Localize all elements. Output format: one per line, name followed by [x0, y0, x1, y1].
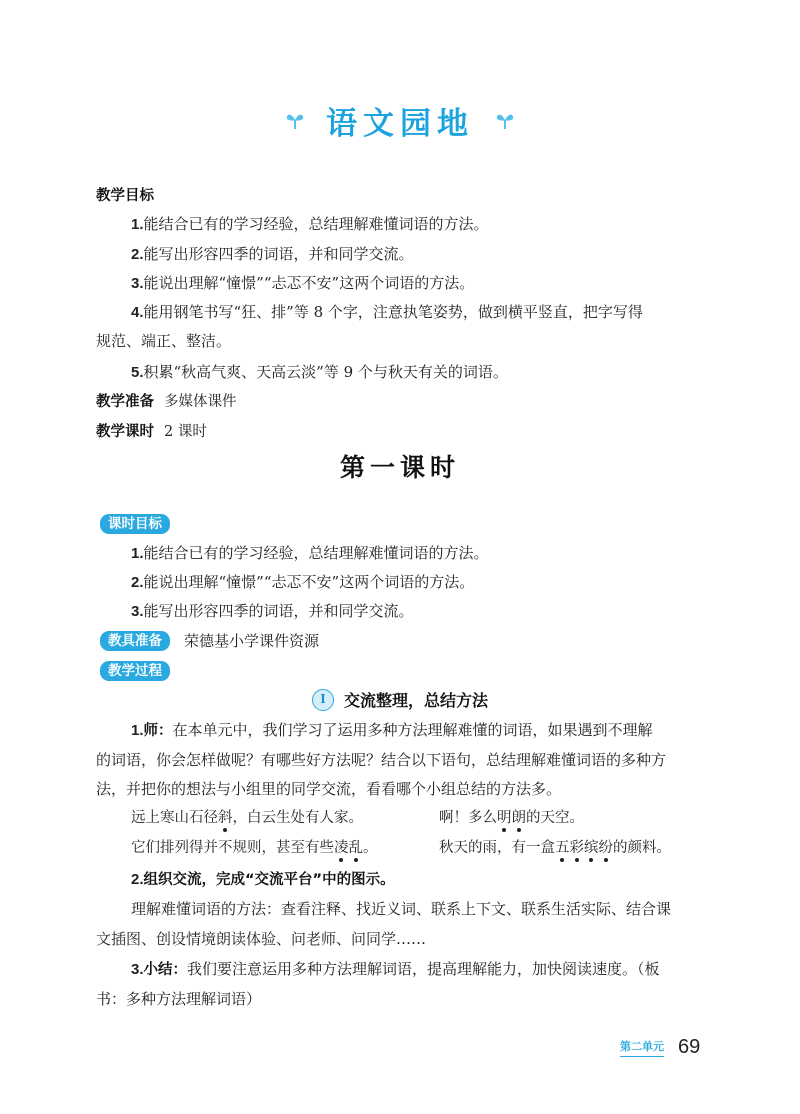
goal-item-5: 5.积累“秋高气爽、天高云淡”等 9 个与秋天有关的词语。: [131, 363, 508, 381]
teaching-hours-label: 教学课时: [96, 424, 154, 440]
goals-heading: 教学目标: [96, 188, 154, 204]
example-sentence-1: 远上寒山石径斜，白云生处有人家。: [131, 810, 363, 826]
paragraph-3-line-2: 书：多种方法理解词语）: [96, 990, 262, 1008]
paragraph-1-line-3: 法，并把你的想法与小组里的同学交流，看看哪个小组总结的方法多。: [96, 780, 562, 798]
section-heading: [0, 688, 800, 711]
tools-row: [100, 631, 319, 651]
section-title: 交流整理，总结方法: [343, 691, 488, 710]
page-title: 语文园地: [326, 105, 474, 142]
paragraph-1-line-2: 的词语，你会怎样做呢？有哪些好方法呢？结合以下语句，总结理解难懂词语的多种方: [96, 751, 667, 769]
goal-item-4: 4.能用钢笔书写“狂、排”等 8 个字，注意执笔姿势，做到横平竖直，把字写得: [131, 303, 643, 321]
example-sentence-2: 啊！多么明朗的天空。: [439, 810, 584, 826]
teaching-prep: [96, 390, 237, 411]
lesson-goals-badge: 课时目标: [100, 513, 170, 534]
goal-item-1: 1.能结合已有的学习经验，总结理解难懂词语的方法。: [131, 215, 489, 233]
paragraph-3-line-1: 3.小结：我们要注意运用多种方法理解词语，提高理解能力，加快阅读速度。（板: [131, 960, 660, 978]
section-number-icon: I: [312, 689, 334, 711]
paragraph-2b-line-2: 文插图、创设情境朗读体验、问老师、问同学……: [96, 930, 427, 948]
leaf-ornament-icon: [282, 110, 308, 130]
paragraph-2b-line-1: 理解难懂词语的方法：查看注释、找近义词、联系上下文、联系生活实际、结合课: [131, 900, 672, 918]
example-sentence-3: 它们排列得并不规则，甚至有些凌乱。: [131, 840, 378, 856]
goal-item-4-cont: 规范、端正、整洁。: [96, 332, 232, 350]
process-badge: 教学过程: [100, 660, 170, 681]
lesson-goal-2: 2.能说出理解“憧憬”“忐忑不安”这两个词语的方法。: [131, 573, 475, 591]
goal-item-2: 2.能写出形容四季的词语，并和同学交流。: [131, 245, 414, 263]
lesson-goal-1: 1.能结合已有的学习经验，总结理解难懂词语的方法。: [131, 544, 489, 562]
unit-label: 第二单元: [620, 1038, 664, 1057]
lesson-title: 第一课时: [339, 453, 460, 482]
teaching-hours-value: 2 课时: [164, 424, 207, 440]
page-number: 69: [678, 1036, 701, 1058]
leaf-ornament-icon: [492, 110, 518, 130]
lesson-goal-3: 3.能写出形容四季的词语，并和同学交流。: [131, 602, 414, 620]
tools-badge: 教具准备: [100, 631, 170, 651]
paragraph-1-line-1: 1.师：在本单元中，我们学习了运用多种方法理解难懂的词语，如果遇到不理解: [131, 721, 653, 739]
page-header: [0, 98, 800, 142]
page-footer: [620, 1036, 700, 1059]
tools-value: 荣德基小学课件资源: [184, 632, 320, 650]
teaching-prep-label: 教学准备: [96, 394, 154, 410]
goal-item-3: 3.能说出理解“憧憬”“忐忑不安”这两个词语的方法。: [131, 274, 475, 292]
paragraph-2: 2.组织交流，完成“交流平台”中的图示。: [131, 871, 395, 888]
example-sentence-4: 秋天的雨，有一盒五彩缤纷的颜料。: [439, 840, 671, 856]
teaching-hours: [96, 420, 207, 441]
teaching-prep-value: 多媒体课件: [164, 394, 237, 410]
